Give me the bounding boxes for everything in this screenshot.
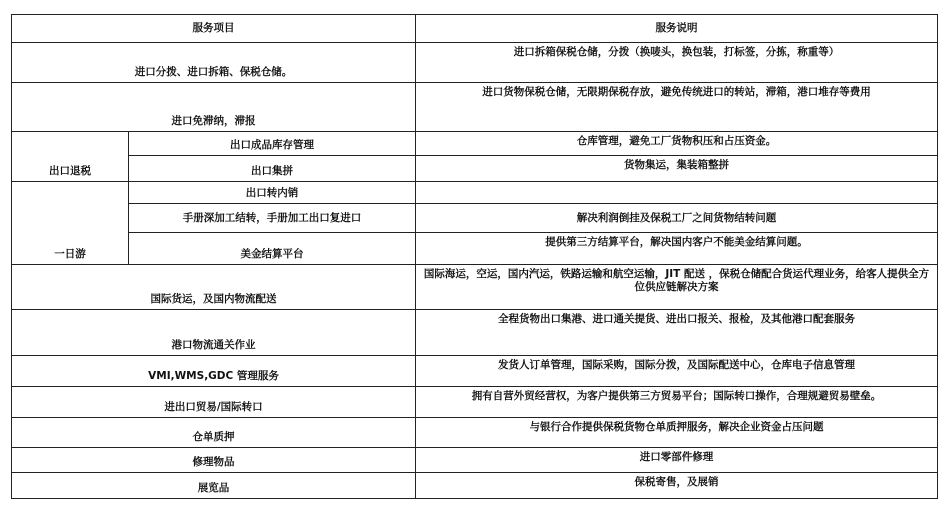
service-description-cell: 仓库管理，避免工厂货物积压和占压资金。 <box>416 132 938 156</box>
table-row <box>12 204 938 233</box>
service-description-cell: 国际海运，空运，国内汽运，铁路运输和航空运输，JIT 配送 ，保税仓储配合货运代理业务，给客人提供全方位供应链解决方案 <box>416 265 938 310</box>
service-description-cell: 保税寄售，及展销 <box>416 473 938 499</box>
group-label-cell: 出口退税 <box>12 132 129 182</box>
table-row <box>12 356 938 387</box>
service-item-cell: 出口成品库存管理 <box>129 132 416 156</box>
service-item-cell: 出口集拼 <box>129 156 416 182</box>
group-label-cell: 一日游 <box>12 182 129 265</box>
table-row <box>12 156 938 182</box>
table-row <box>12 132 938 156</box>
service-item-cell: 出口转内销 <box>129 182 416 204</box>
service-description-cell: 进口拆箱保税仓储，分拨（换唛头，换包装，打标签，分拣，称重等） <box>416 43 938 83</box>
service-item-cell: 手册深加工结转，手册加工出口复进口 <box>129 204 416 233</box>
service-description-cell: 进口零部件修理 <box>416 448 938 473</box>
table-row <box>12 233 938 265</box>
service-description-cell: 提供第三方结算平台，解决国内客户不能美金结算问题。 <box>416 233 938 265</box>
services-table <box>11 14 938 499</box>
service-item-cell: 仓单质押 <box>12 418 416 448</box>
table-row <box>12 310 938 356</box>
service-description-cell <box>416 182 938 204</box>
service-item-cell: 港口物流通关作业 <box>12 310 416 356</box>
table-row <box>12 43 938 83</box>
service-item-cell: VMI,WMS,GDC 管理服务 <box>12 356 416 387</box>
table-row <box>12 387 938 418</box>
service-description-cell: 进口货物保税仓储，无限期保税存放，避免传统进口的转站，滞箱，港口堆存等费用 <box>416 83 938 132</box>
table-row <box>12 265 938 310</box>
table-row <box>12 418 938 448</box>
service-item-cell: 进口免滞纳，滞报 <box>12 83 416 132</box>
service-item-cell: 美金结算平台 <box>129 233 416 265</box>
service-item-cell: 进口分拨、进口拆箱、保税仓储。 <box>12 43 416 83</box>
service-description-cell: 全程货物出口集港、进口通关提货、进出口报关、报检，及其他港口配套服务 <box>416 310 938 356</box>
service-description-cell: 解决利润倒挂及保税工厂之间货物结转问题 <box>416 204 938 233</box>
table-row <box>12 182 938 204</box>
service-item-cell: 进出口贸易/国际转口 <box>12 387 416 418</box>
table-header-row <box>12 15 938 43</box>
service-item-cell: 修理物品 <box>12 448 416 473</box>
service-item-cell: 国际货运，及国内物流配送 <box>12 265 416 310</box>
service-item-cell: 展览品 <box>12 473 416 499</box>
service-description-cell: 货物集运，集装箱整拼 <box>416 156 938 182</box>
table-row <box>12 83 938 132</box>
table-row <box>12 448 938 473</box>
header-service-item: 服务项目 <box>12 15 416 43</box>
service-description-cell: 与银行合作提供保税货物仓单质押服务，解决企业资金占压问题 <box>416 418 938 448</box>
header-service-description: 服务说明 <box>416 15 938 43</box>
service-description-cell: 拥有自营外贸经营权，为客户提供第三方贸易平台；国际转口操作，合理规避贸易壁垒。 <box>416 387 938 418</box>
table-row <box>12 473 938 499</box>
service-description-cell: 发货人订单管理，国际采购，国际分拨，及国际配送中心，仓库电子信息管理 <box>416 356 938 387</box>
